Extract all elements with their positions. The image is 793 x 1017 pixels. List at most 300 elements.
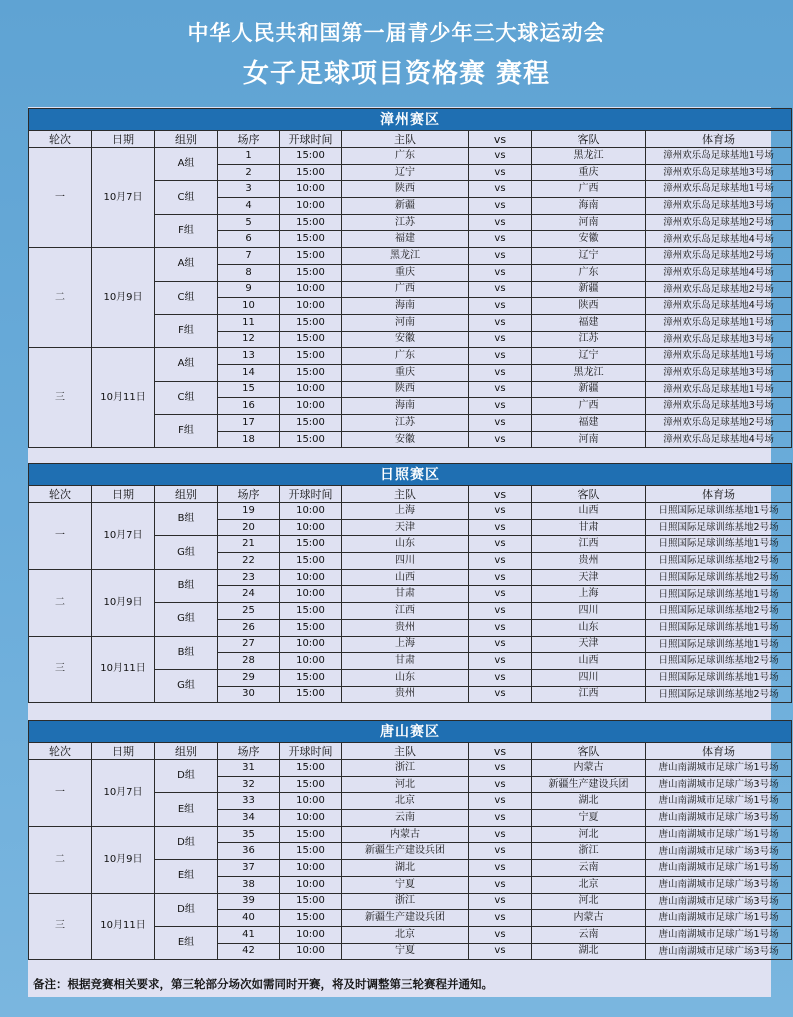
home-team: 辽宁 [342,164,469,181]
venue: 漳州欢乐岛足球基地2号场 [646,214,792,231]
match-number: 37 [218,860,280,877]
match-number: 6 [218,231,280,248]
away-team: 天津 [532,569,646,586]
vs-cell: vs [469,198,532,215]
venue: 日照国际足球训练基地1号场 [646,536,792,553]
kickoff-time: 10:00 [280,198,342,215]
match-number: 20 [218,519,280,536]
column-header: 组别 [155,743,218,760]
column-header: 主队 [342,743,469,760]
vs-cell: vs [469,910,532,927]
match-number: 13 [218,348,280,365]
round-cell: 二 [29,826,92,893]
column-header: 日期 [92,131,155,148]
away-team: 山东 [532,619,646,636]
kickoff-time: 15:00 [280,843,342,860]
column-header: 组别 [155,131,218,148]
away-team: 重庆 [532,164,646,181]
vs-cell: vs [469,281,532,298]
venue: 漳州欢乐岛足球基地3号场 [646,164,792,181]
vs-cell: vs [469,248,532,265]
date-cell: 10月7日 [92,760,155,827]
home-team: 山东 [342,536,469,553]
home-team: 河北 [342,776,469,793]
kickoff-time: 15:00 [280,776,342,793]
home-team: 陕西 [342,381,469,398]
vs-cell: vs [469,569,532,586]
match-number: 16 [218,398,280,415]
venue: 唐山南湖城市足球广场3号场 [646,810,792,827]
away-team: 新疆 [532,281,646,298]
kickoff-time: 15:00 [280,331,342,348]
home-team: 广西 [342,281,469,298]
date-cell: 10月7日 [92,503,155,570]
home-team: 湖北 [342,860,469,877]
home-team: 新疆 [342,198,469,215]
kickoff-time: 10:00 [280,943,342,960]
venue: 漳州欢乐岛足球基地3号场 [646,331,792,348]
venue: 唐山南湖城市足球广场1号场 [646,860,792,877]
away-team: 黑龙江 [532,148,646,165]
away-team: 新疆生产建设兵团 [532,776,646,793]
vs-cell: vs [469,214,532,231]
match-row [29,636,792,653]
match-number: 10 [218,298,280,315]
away-team: 海南 [532,198,646,215]
venue: 漳州欢乐岛足球基地1号场 [646,314,792,331]
away-team: 陕西 [532,298,646,315]
vs-cell: vs [469,164,532,181]
match-number: 40 [218,910,280,927]
venue: 唐山南湖城市足球广场3号场 [646,843,792,860]
column-header: 场序 [218,486,280,503]
kickoff-time: 10:00 [280,810,342,827]
kickoff-time: 15:00 [280,164,342,181]
column-header: 场序 [218,131,280,148]
group-cell: B组 [155,503,218,536]
region-table-rizhao [28,463,792,703]
away-team: 云南 [532,926,646,943]
vs-cell: vs [469,686,532,703]
group-cell: E组 [155,793,218,826]
venue: 漳州欢乐岛足球基地2号场 [646,248,792,265]
group-cell: A组 [155,348,218,381]
kickoff-time: 10:00 [280,381,342,398]
column-header-row [29,486,792,503]
home-team: 甘肃 [342,653,469,670]
away-team: 贵州 [532,553,646,570]
column-header-row [29,743,792,760]
away-team: 云南 [532,860,646,877]
home-team: 重庆 [342,364,469,381]
date-cell: 10月11日 [92,893,155,960]
match-number: 22 [218,553,280,570]
away-team: 江西 [532,536,646,553]
venue: 日照国际足球训练基地1号场 [646,586,792,603]
home-team: 四川 [342,553,469,570]
match-row [29,893,792,910]
match-row [29,148,792,165]
away-team: 广西 [532,181,646,198]
date-cell: 10月11日 [92,348,155,448]
match-number: 42 [218,943,280,960]
away-team: 辽宁 [532,348,646,365]
away-team: 山西 [532,653,646,670]
venue: 漳州欢乐岛足球基地4号场 [646,431,792,448]
group-cell: F组 [155,314,218,347]
column-header: 主队 [342,486,469,503]
home-team: 陕西 [342,181,469,198]
venue: 日照国际足球训练基地2号场 [646,686,792,703]
kickoff-time: 15:00 [280,686,342,703]
away-team: 河北 [532,893,646,910]
match-number: 35 [218,826,280,843]
away-team: 天津 [532,636,646,653]
home-team: 上海 [342,636,469,653]
home-team: 上海 [342,503,469,520]
vs-cell: vs [469,415,532,432]
venue: 日照国际足球训练基地1号场 [646,636,792,653]
home-team: 新疆生产建设兵团 [342,843,469,860]
group-cell: E组 [155,860,218,893]
vs-cell: vs [469,793,532,810]
kickoff-time: 15:00 [280,148,342,165]
group-cell: D组 [155,893,218,926]
venue: 漳州欢乐岛足球基地3号场 [646,364,792,381]
round-cell: 二 [29,248,92,348]
column-header: 日期 [92,743,155,760]
kickoff-time: 15:00 [280,364,342,381]
date-cell: 10月7日 [92,148,155,248]
venue: 唐山南湖城市足球广场3号场 [646,776,792,793]
vs-cell: vs [469,231,532,248]
kickoff-time: 15:00 [280,603,342,620]
vs-cell: vs [469,348,532,365]
venue: 漳州欢乐岛足球基地3号场 [646,398,792,415]
column-header: 开球时间 [280,486,342,503]
vs-cell: vs [469,553,532,570]
group-cell: B组 [155,636,218,669]
venue: 日照国际足球训练基地1号场 [646,503,792,520]
kickoff-time: 15:00 [280,893,342,910]
vs-cell: vs [469,776,532,793]
kickoff-time: 15:00 [280,231,342,248]
group-cell: C组 [155,281,218,314]
away-team: 宁夏 [532,810,646,827]
kickoff-time: 15:00 [280,536,342,553]
kickoff-time: 15:00 [280,248,342,265]
venue: 日照国际足球训练基地2号场 [646,569,792,586]
home-team: 宁夏 [342,943,469,960]
venue: 漳州欢乐岛足球基地4号场 [646,264,792,281]
vs-cell: vs [469,264,532,281]
vs-cell: vs [469,876,532,893]
home-team: 重庆 [342,264,469,281]
column-header-row [29,131,792,148]
date-cell: 10月9日 [92,248,155,348]
venue: 唐山南湖城市足球广场1号场 [646,910,792,927]
match-number: 8 [218,264,280,281]
match-number: 11 [218,314,280,331]
venue: 漳州欢乐岛足球基地3号场 [646,198,792,215]
kickoff-time: 10:00 [280,876,342,893]
away-team: 四川 [532,669,646,686]
away-team: 新疆 [532,381,646,398]
region-table-tangshan [28,720,792,960]
round-cell: 三 [29,636,92,703]
away-team: 河南 [532,431,646,448]
kickoff-time: 10:00 [280,569,342,586]
venue: 唐山南湖城市足球广场1号场 [646,793,792,810]
column-header: 场序 [218,743,280,760]
away-team: 辽宁 [532,248,646,265]
venue: 漳州欢乐岛足球基地2号场 [646,415,792,432]
vs-cell: vs [469,603,532,620]
match-number: 39 [218,893,280,910]
column-header: 体育场 [646,486,792,503]
venue: 漳州欢乐岛足球基地2号场 [646,281,792,298]
vs-cell: vs [469,843,532,860]
away-team: 湖北 [532,943,646,960]
vs-cell: vs [469,653,532,670]
match-number: 32 [218,776,280,793]
column-header: 组别 [155,486,218,503]
vs-cell: vs [469,298,532,315]
home-team: 贵州 [342,686,469,703]
away-team: 内蒙古 [532,760,646,777]
away-team: 广西 [532,398,646,415]
kickoff-time: 15:00 [280,553,342,570]
venue: 漳州欢乐岛足球基地4号场 [646,298,792,315]
vs-cell: vs [469,503,532,520]
round-cell: 一 [29,503,92,570]
kickoff-time: 15:00 [280,910,342,927]
kickoff-time: 15:00 [280,431,342,448]
away-team: 河北 [532,826,646,843]
round-cell: 三 [29,348,92,448]
home-team: 安徽 [342,331,469,348]
venue: 唐山南湖城市足球广场1号场 [646,926,792,943]
kickoff-time: 10:00 [280,926,342,943]
home-team: 海南 [342,398,469,415]
away-team: 广东 [532,264,646,281]
column-header: 轮次 [29,131,92,148]
kickoff-time: 15:00 [280,214,342,231]
match-number: 14 [218,364,280,381]
match-number: 29 [218,669,280,686]
vs-cell: vs [469,943,532,960]
round-cell: 一 [29,760,92,827]
match-number: 34 [218,810,280,827]
home-team: 海南 [342,298,469,315]
match-number: 23 [218,569,280,586]
match-number: 33 [218,793,280,810]
match-row [29,248,792,265]
match-row [29,826,792,843]
date-cell: 10月9日 [92,826,155,893]
kickoff-time: 15:00 [280,264,342,281]
column-header: 轮次 [29,743,92,760]
match-number: 19 [218,503,280,520]
away-team: 江西 [532,686,646,703]
kickoff-time: 10:00 [280,503,342,520]
home-team: 宁夏 [342,876,469,893]
column-header: 开球时间 [280,743,342,760]
venue: 日照国际足球训练基地1号场 [646,619,792,636]
home-team: 浙江 [342,893,469,910]
match-row [29,503,792,520]
home-team: 北京 [342,926,469,943]
kickoff-time: 15:00 [280,760,342,777]
date-cell: 10月11日 [92,636,155,703]
home-team: 天津 [342,519,469,536]
match-number: 4 [218,198,280,215]
away-team: 山西 [532,503,646,520]
vs-cell: vs [469,760,532,777]
vs-cell: vs [469,860,532,877]
home-team: 山西 [342,569,469,586]
kickoff-time: 10:00 [280,298,342,315]
group-cell: C组 [155,181,218,214]
away-team: 江苏 [532,331,646,348]
venue: 漳州欢乐岛足球基地1号场 [646,148,792,165]
vs-cell: vs [469,619,532,636]
column-header: 客队 [532,486,646,503]
group-cell: G组 [155,603,218,636]
venue: 唐山南湖城市足球广场3号场 [646,943,792,960]
kickoff-time: 15:00 [280,669,342,686]
match-number: 41 [218,926,280,943]
kickoff-time: 10:00 [280,398,342,415]
column-header: 客队 [532,131,646,148]
column-header: 体育场 [646,131,792,148]
region-title-row [29,464,792,486]
match-number: 38 [218,876,280,893]
group-cell: E组 [155,926,218,959]
away-team: 安徽 [532,231,646,248]
venue: 漳州欢乐岛足球基地1号场 [646,181,792,198]
match-number: 18 [218,431,280,448]
match-number: 15 [218,381,280,398]
vs-cell: vs [469,381,532,398]
home-team: 江西 [342,603,469,620]
group-cell: C组 [155,381,218,414]
group-cell: A组 [155,148,218,181]
home-team: 河南 [342,314,469,331]
match-number: 27 [218,636,280,653]
group-cell: F组 [155,415,218,448]
round-cell: 三 [29,893,92,960]
venue: 日照国际足球训练基地1号场 [646,669,792,686]
home-team: 广东 [342,148,469,165]
match-row [29,760,792,777]
home-team: 江苏 [342,415,469,432]
away-team: 四川 [532,603,646,620]
column-header: vs [469,743,532,760]
away-team: 黑龙江 [532,364,646,381]
kickoff-time: 10:00 [280,636,342,653]
away-team: 湖北 [532,793,646,810]
match-number: 26 [218,619,280,636]
round-cell: 一 [29,148,92,248]
vs-cell: vs [469,586,532,603]
kickoff-time: 10:00 [280,860,342,877]
match-number: 2 [218,164,280,181]
home-team: 山东 [342,669,469,686]
match-number: 28 [218,653,280,670]
page-subtitle: 女子足球项目资格赛 赛程 [242,59,551,89]
vs-cell: vs [469,893,532,910]
away-team: 福建 [532,415,646,432]
venue: 日照国际足球训练基地2号场 [646,653,792,670]
home-team: 北京 [342,793,469,810]
match-number: 1 [218,148,280,165]
column-header: 开球时间 [280,131,342,148]
vs-cell: vs [469,331,532,348]
kickoff-time: 15:00 [280,826,342,843]
round-cell: 二 [29,569,92,636]
venue: 日照国际足球训练基地2号场 [646,603,792,620]
vs-cell: vs [469,181,532,198]
venue: 漳州欢乐岛足球基地4号场 [646,231,792,248]
group-cell: G组 [155,536,218,569]
region-title: 日照赛区 [29,464,792,486]
date-cell: 10月9日 [92,569,155,636]
venue: 唐山南湖城市足球广场3号场 [646,876,792,893]
venue: 唐山南湖城市足球广场3号场 [646,893,792,910]
column-header: 客队 [532,743,646,760]
home-team: 广东 [342,348,469,365]
away-team: 内蒙古 [532,910,646,927]
vs-cell: vs [469,669,532,686]
venue: 日照国际足球训练基地2号场 [646,519,792,536]
match-number: 24 [218,586,280,603]
vs-cell: vs [469,364,532,381]
column-header: 体育场 [646,743,792,760]
away-team: 甘肃 [532,519,646,536]
kickoff-time: 10:00 [280,586,342,603]
vs-cell: vs [469,810,532,827]
group-cell: A组 [155,248,218,281]
match-number: 36 [218,843,280,860]
venue: 日照国际足球训练基地2号场 [646,553,792,570]
home-team: 甘肃 [342,586,469,603]
vs-cell: vs [469,314,532,331]
match-row [29,569,792,586]
match-number: 9 [218,281,280,298]
vs-cell: vs [469,519,532,536]
group-cell: D组 [155,760,218,793]
region-title-row [29,721,792,743]
column-header: vs [469,131,532,148]
column-header: 日期 [92,486,155,503]
away-team: 上海 [532,586,646,603]
home-team: 内蒙古 [342,826,469,843]
venue: 唐山南湖城市足球广场1号场 [646,760,792,777]
home-team: 新疆生产建设兵团 [342,910,469,927]
home-team: 浙江 [342,760,469,777]
match-number: 5 [218,214,280,231]
region-table-zhangzhou [28,108,792,448]
kickoff-time: 15:00 [280,619,342,636]
match-number: 30 [218,686,280,703]
group-cell: D组 [155,826,218,859]
match-number: 3 [218,181,280,198]
venue: 漳州欢乐岛足球基地1号场 [646,348,792,365]
home-team: 福建 [342,231,469,248]
kickoff-time: 15:00 [280,415,342,432]
vs-cell: vs [469,536,532,553]
